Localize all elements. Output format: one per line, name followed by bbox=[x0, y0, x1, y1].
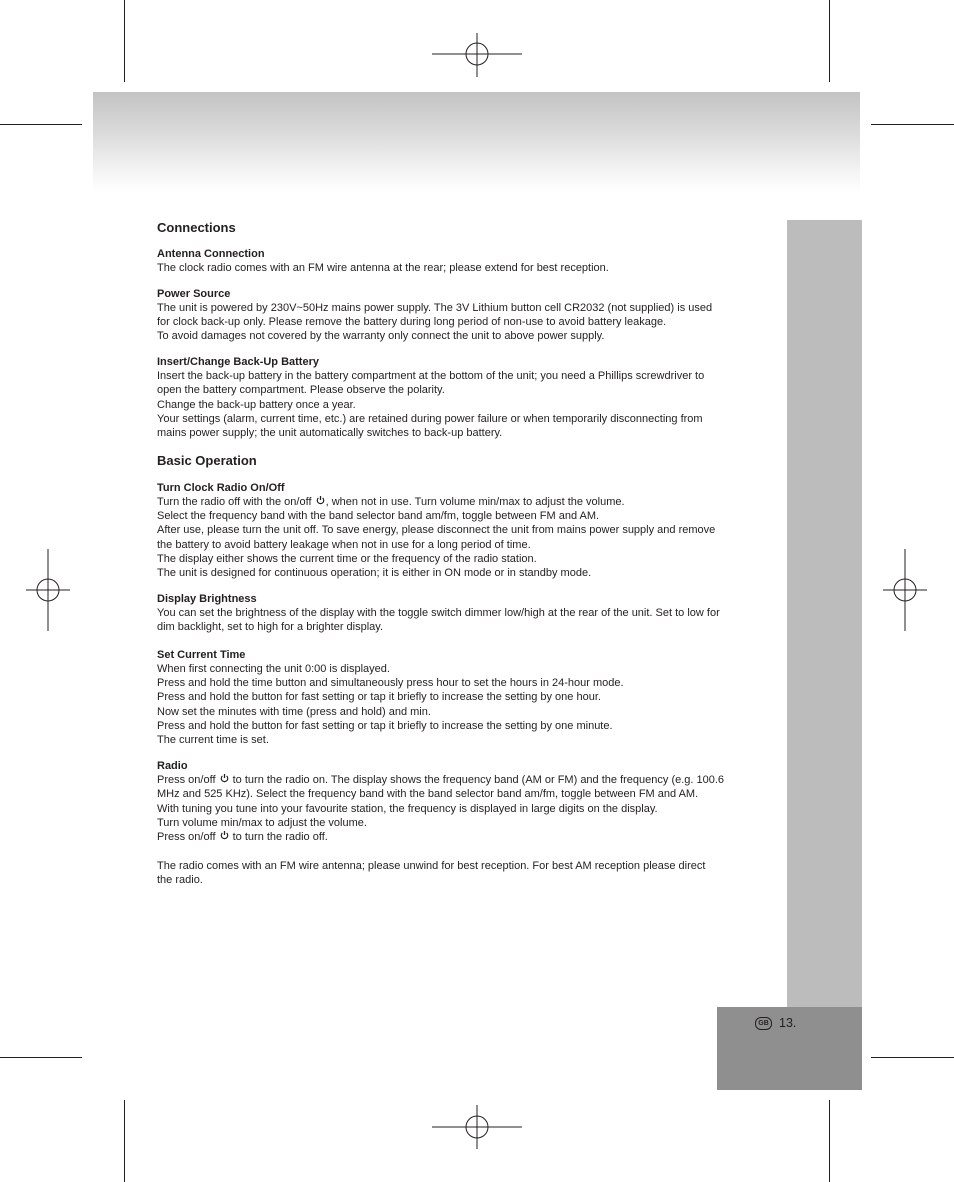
text-fragment: to turn the radio off. bbox=[232, 831, 328, 844]
subsection-set-time bbox=[157, 648, 757, 748]
section-title-connections: Connections bbox=[157, 220, 236, 235]
paragraph-line: open the battery compartment. Please observe the polarity. bbox=[157, 384, 445, 397]
paragraph-line: Select the frequency band with the band selector band am/fm, toggle between FM and AM. bbox=[157, 510, 600, 523]
text-fragment: Turn the radio off with the on/off bbox=[157, 495, 312, 508]
subsection-title: Display Brightness bbox=[157, 592, 257, 605]
subsection-turn-on-off bbox=[157, 481, 757, 581]
paragraph-line: The clock radio comes with an FM wire antenna at the rear; please extend for best reception. bbox=[157, 262, 609, 275]
paragraph-line: Now set the minutes with time (press and hold) and min. bbox=[157, 705, 431, 718]
paragraph-line: MHz and 525 KHz). Select the frequency band with the band selector band am/fm, toggle between FM and AM. bbox=[157, 788, 699, 801]
crop-mark bbox=[0, 1057, 82, 1058]
paragraph-line: The unit is powered by 230V~50Hz mains power supply. The 3V Lithium button cell CR2032 (not supplied) is used bbox=[157, 301, 713, 314]
power-icon bbox=[316, 495, 325, 506]
page-number-text: 13. bbox=[779, 1016, 797, 1030]
paragraph-line: the battery to avoid battery leakage when not in use for a long period of time. bbox=[157, 538, 531, 551]
paragraph-line: You can set the brightness of the display with the toggle switch dimmer low/high at the rear of the unit. Set to low for bbox=[157, 606, 720, 619]
paragraph-line: To avoid damages not covered by the warranty only connect the unit to above power supply. bbox=[157, 330, 605, 343]
paragraph-line: the radio. bbox=[157, 873, 203, 886]
paragraph-line: The unit is designed for continuous operation; it is either in ON mode or in standby mode. bbox=[157, 567, 592, 580]
registration-mark-top bbox=[432, 33, 522, 77]
crop-mark bbox=[0, 124, 82, 125]
registration-mark-right bbox=[883, 549, 927, 631]
subsection-power-source bbox=[157, 287, 757, 344]
subsection-title: Insert/Change Back-Up Battery bbox=[157, 355, 319, 368]
crop-mark bbox=[124, 0, 125, 82]
page-number bbox=[755, 1016, 796, 1030]
side-bar bbox=[787, 220, 862, 1007]
crop-mark bbox=[871, 124, 954, 125]
crop-mark bbox=[829, 1100, 830, 1182]
paragraph-line bbox=[157, 830, 757, 844]
paragraph-line: mains power supply; the unit automatically switches to back-up battery. bbox=[157, 427, 503, 440]
paragraph-line bbox=[157, 495, 757, 509]
crop-mark bbox=[829, 0, 830, 82]
language-badge: GB bbox=[755, 1017, 772, 1030]
subsection-radio bbox=[157, 759, 757, 888]
subsection-title: Turn Clock Radio On/Off bbox=[157, 481, 285, 494]
paragraph-line: Turn volume min/max to adjust the volume. bbox=[157, 816, 367, 829]
subsection-title: Set Current Time bbox=[157, 648, 246, 661]
paragraph-line: Press and hold the time button and simultaneously press hour to set the hours in 24-hour mode. bbox=[157, 677, 624, 690]
text-fragment: Press on/off bbox=[157, 831, 216, 844]
paragraph-line: Change the back-up battery once a year. bbox=[157, 398, 356, 411]
paragraph-line: Press and hold the button for fast setting or tap it briefly to increase the setting by one minute. bbox=[157, 720, 613, 733]
header-band bbox=[93, 92, 860, 192]
subsection-backup-battery bbox=[157, 355, 757, 441]
text-fragment: , when not in use. Turn volume min/max to adjust the volume. bbox=[325, 495, 625, 508]
power-icon bbox=[220, 773, 229, 784]
paragraph-line: The current time is set. bbox=[157, 734, 269, 747]
text-fragment: Press on/off bbox=[157, 773, 216, 786]
crop-mark bbox=[871, 1057, 954, 1058]
subsection-title: Power Source bbox=[157, 287, 231, 300]
crop-mark bbox=[124, 1100, 125, 1182]
paragraph-line: The display either shows the current time or the frequency of the radio station. bbox=[157, 553, 537, 566]
paragraph-line: When first connecting the unit 0:00 is displayed. bbox=[157, 662, 390, 675]
paragraph-line: Press and hold the button for fast setting or tap it briefly to increase the setting by one hour. bbox=[157, 691, 601, 704]
subsection-title: Radio bbox=[157, 759, 188, 772]
paragraph-line: After use, please turn the unit off. To save energy, please disconnect the unit from mains power supply and remove bbox=[157, 524, 716, 537]
paragraph-gap bbox=[157, 844, 757, 858]
paragraph-line: The radio comes with an FM wire antenna; please unwind for best reception. For best AM reception please direct bbox=[157, 859, 706, 872]
subsection-title: Antenna Connection bbox=[157, 248, 265, 260]
paragraph-line: With tuning you tune into your favourite station, the frequency is displayed in large digits on the display. bbox=[157, 802, 658, 815]
registration-mark-bottom bbox=[432, 1105, 522, 1149]
main-content bbox=[157, 220, 757, 887]
paragraph-line bbox=[157, 773, 757, 787]
paragraph-line: dim backlight, set to high for a brighter display. bbox=[157, 621, 384, 634]
power-icon bbox=[220, 830, 229, 841]
subsection-display-brightness bbox=[157, 592, 757, 635]
paragraph-line: Insert the back-up battery in the battery compartment at the bottom of the unit; you need a Phillips screwdriver to bbox=[157, 370, 705, 383]
subsection-antenna bbox=[157, 247, 757, 276]
paragraph-line: Your settings (alarm, current time, etc.) are retained during power failure or when temporarily disconnecting from bbox=[157, 412, 703, 425]
text-fragment: to turn the radio on. The display shows the frequency band (AM or FM) and the frequency (e.g. 100.6 bbox=[232, 773, 725, 786]
registration-mark-left bbox=[26, 549, 70, 631]
section-title-basic-operation: Basic Operation bbox=[157, 452, 257, 468]
paragraph-line: for clock back-up only. Please remove the battery during long period of non-use to avoid battery leakage. bbox=[157, 316, 667, 329]
